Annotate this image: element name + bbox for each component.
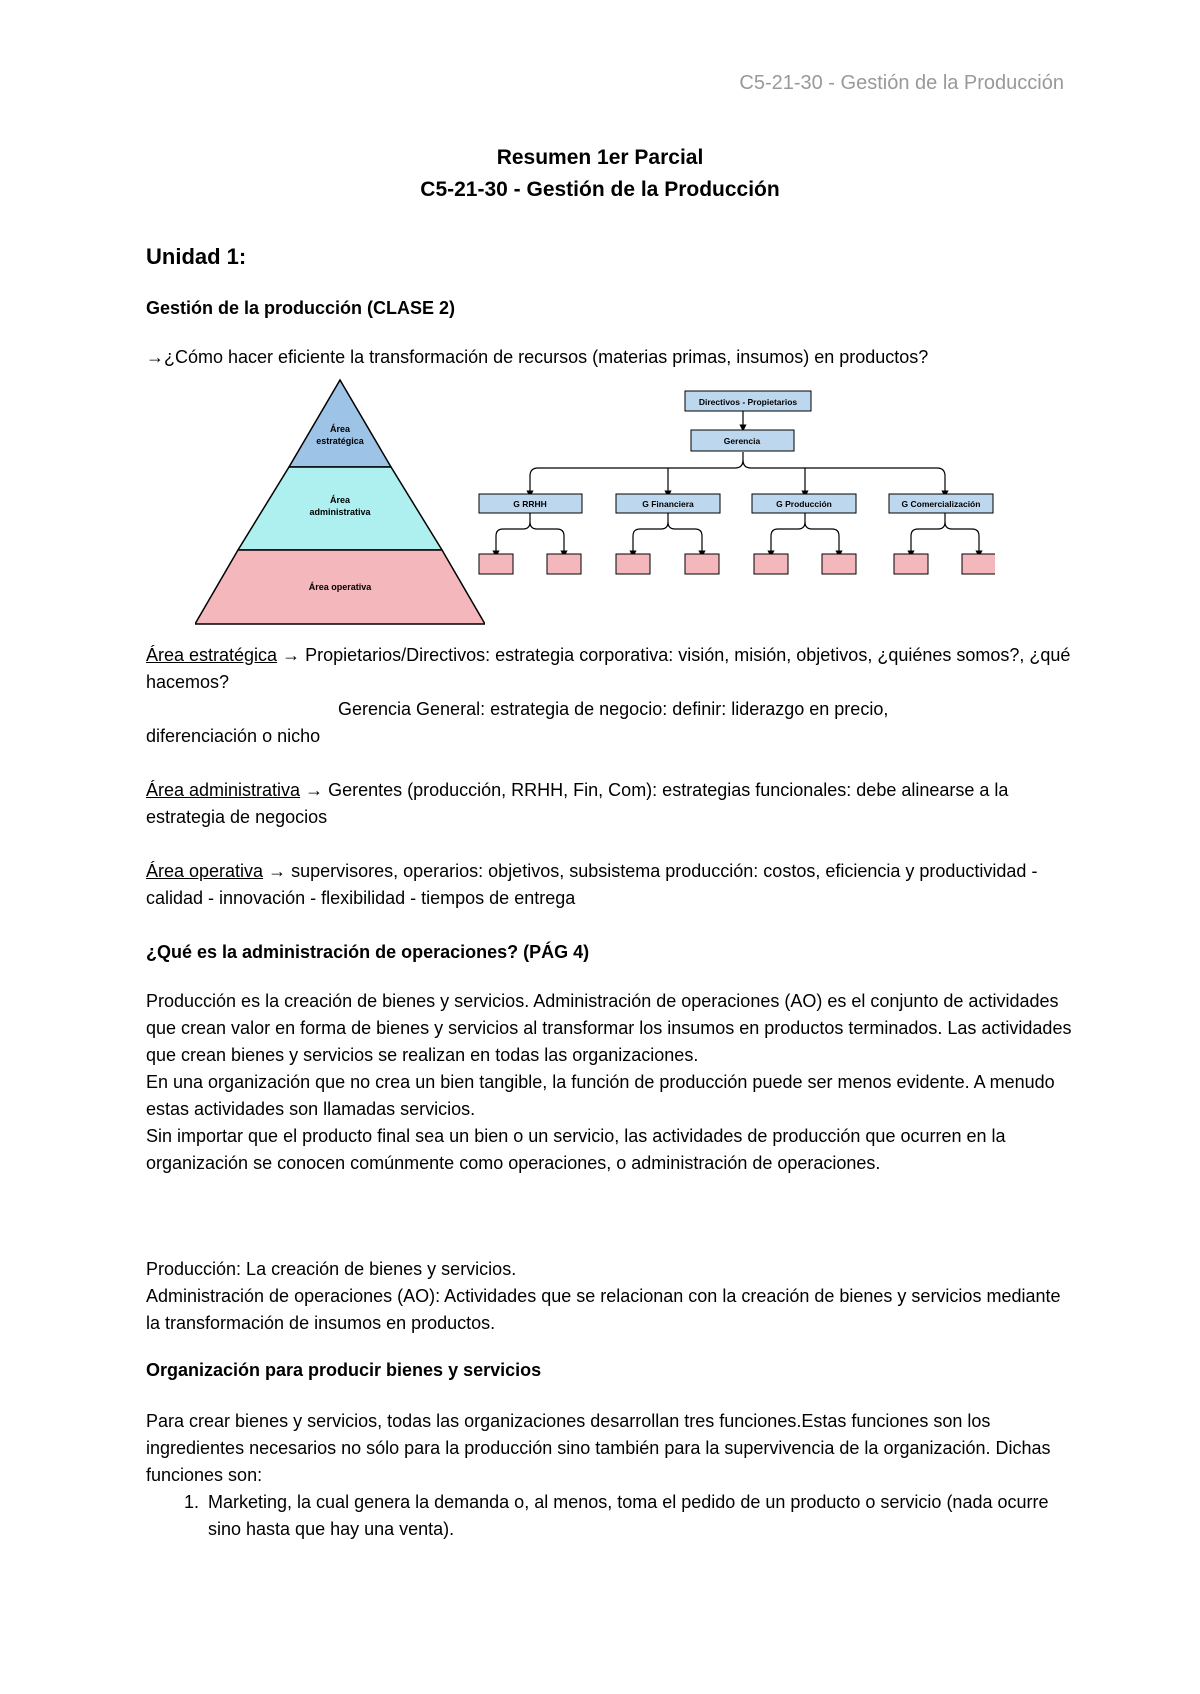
org-leaf-box [685, 554, 719, 574]
gerencia-general-line: Gerencia General: estrategia de negocio: definir: liderazgo en precio, [338, 699, 889, 719]
list-item: 1. Marketing, la cual genera la demanda o, al menos, toma el pedido de un producto o servicio (nada ocurre sino hasta que hay una venta). [204, 1489, 1076, 1543]
ao-paragraph-2: En una organización que no crea un bien tangible, la función de producción puede ser menos evidente. A menudo estas actividades son llamadas servicios. [146, 1072, 1055, 1119]
area-operativa-term: Área operativa [146, 861, 264, 881]
area-administrativa-term: Área administrativa [146, 780, 301, 800]
org-dept-label-comercializacion: G Comercialización [901, 499, 981, 509]
org-leaf-box [616, 554, 650, 574]
org-leaf-box [754, 554, 788, 574]
definition-ao: Administración de operaciones (AO): Actividades que se relacionan con la creación de bienes y servicios mediante la transformación de insumos en productos. [146, 1286, 1061, 1333]
unit-heading: Unidad 1: [146, 244, 247, 269]
area-operativa-paragraph [146, 858, 1076, 912]
org-leaf-box [822, 554, 856, 574]
org-leaf-box [479, 554, 513, 574]
area-estrategica-paragraph [146, 642, 1076, 750]
pyramid-diagram [195, 378, 485, 626]
gerencia-general-cont: diferenciación o nicho [146, 726, 321, 746]
pyramid-top-label-2: estratégica [316, 436, 364, 446]
definition-produccion: Producción: La creación de bienes y servicios. [146, 1259, 517, 1279]
document-title: Resumen 1er Parcial [496, 146, 704, 169]
org-dept-label-financiera: G Financiera [642, 499, 694, 509]
org-root-label: Directivos - Propietarios [698, 397, 798, 407]
area-estrategica-term: Área estratégica [146, 645, 278, 665]
section-heading-gestion: Gestión de la producción (CLASE 2) [146, 298, 456, 318]
area-operativa-text: → supervisores, operarios: objetivos, subsistema producción: costos, eficiencia y productividad - calidad - innovación - flexibilidad - tiempos de entrega [146, 861, 1038, 908]
org-leaf-box [547, 554, 581, 574]
organizacion-paragraph [146, 1408, 1076, 1489]
ao-paragraph-1: Producción es la creación de bienes y servicios. Administración de operaciones (AO) es el conjunto de actividades que crean valor en forma de bienes y servicios al transformar los insumos en productos terminados. Las actividades que crean bienes y servicios se realizan en todas las organizaciones. [146, 991, 1072, 1065]
ao-paragraph-3: Sin importar que el producto final sea un bien o un servicio, las actividades de producción que ocurren en la organización se conocen comúnmente como operaciones, o administración de operaciones. [146, 1126, 1006, 1173]
pyramid-bottom-label: Área operativa [308, 582, 372, 592]
area-administrativa-paragraph [146, 777, 1076, 831]
pyramid-top-label-1: Área [329, 424, 351, 434]
functions-list [146, 1489, 1076, 1543]
key-question: →¿Cómo hacer eficiente la transformación de recursos (materias primas, insumos) en productos? [146, 347, 929, 367]
org-chart-diagram [475, 388, 995, 598]
pyramid-mid-label-2: administrativa [309, 507, 371, 517]
area-estrategica-text: → Propietarios/Directivos: estrategia corporativa: visión, misión, objetivos, ¿quiénes somos?, ¿qué hacemos? [146, 645, 1071, 692]
org-dept-label-rrhh: G RRHH [513, 499, 547, 509]
area-administrativa-text: → Gerentes (producción, RRHH, Fin, Com): estrategias funcionales: debe alinearse a la estrategia de negocios [146, 780, 1009, 827]
document-subtitle: C5-21-30 - Gestión de la Producción [420, 178, 780, 201]
pyramid-mid-label-1: Área [329, 495, 351, 505]
definitions-block [146, 1256, 1076, 1337]
section-heading-ao: ¿Qué es la administración de operaciones? (PÁG 4) [146, 942, 590, 962]
org-gerencia-label: Gerencia [723, 436, 761, 446]
ao-paragraph-block [146, 988, 1076, 1177]
running-header: C5-21-30 - Gestión de la Producción [739, 72, 1064, 94]
org-leaf-box [894, 554, 928, 574]
organizacion-intro: Para crear bienes y servicios, todas las organizaciones desarrollan tres funciones.Estas funciones son los ingredientes necesarios no sólo para la producción sino también para la supervivencia de la organización. Dichas funciones son: [146, 1411, 1051, 1485]
org-dept-label-produccion: G Producción [776, 499, 832, 509]
org-leaf-box [962, 554, 995, 574]
section-heading-organizacion: Organización para producir bienes y servicios [146, 1360, 542, 1380]
